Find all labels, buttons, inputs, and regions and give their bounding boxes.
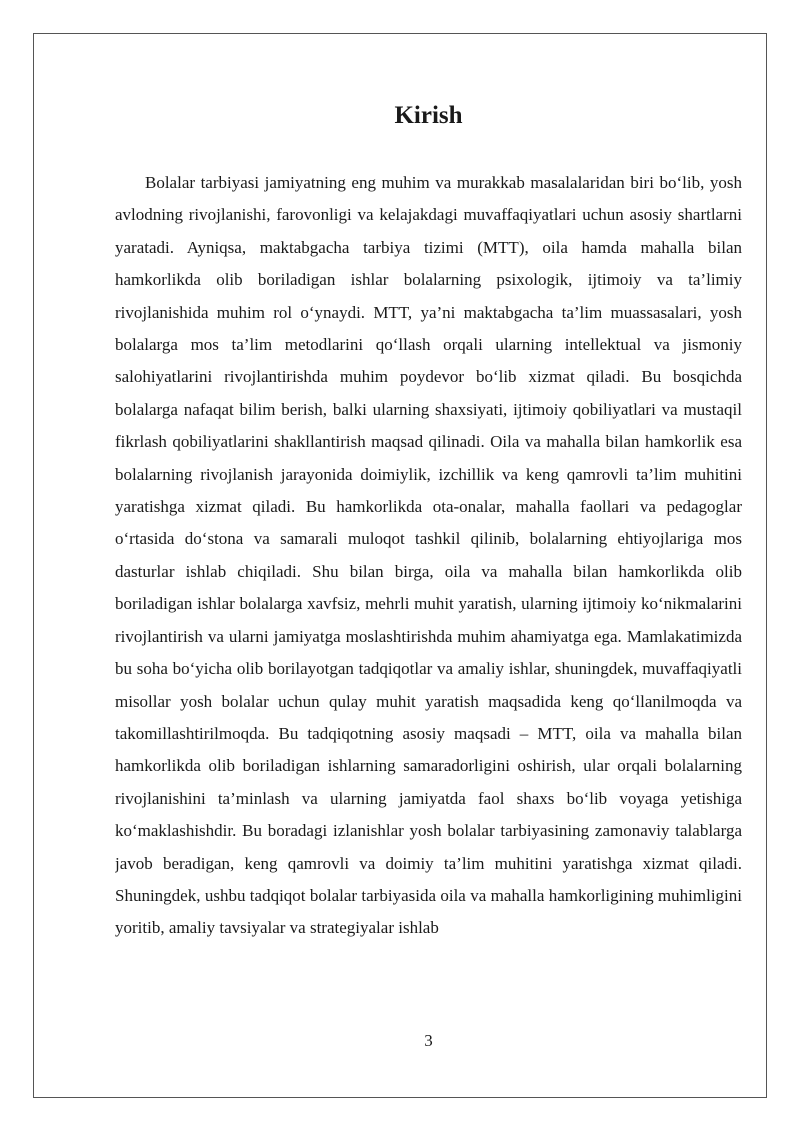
body-paragraph: Bolalar tarbiyasi jamiyatning eng muhim va murakkab masalalaridan biri bo‘lib, yosh avlodning rivojlanishi, farovonligi va kelajakdagi muvaffaqiyatlari uchun asosiy shartlarni yaratadi. Ayniqsa, maktabgacha tarbiya tizimi (MTT), oila hamda mahalla bilan hamkorlikda olib boriladigan ishlar bolalarning psixologik, ijtimoiy va ta’limiy rivojlanishida muhim rol o‘ynaydi. MTT, ya’ni maktabgacha ta’lim muassasalari, yosh bolalarga mos ta’lim metodlarini qo‘llash orqali ularning intellektual va jismoniy salohiyatlarini rivojlantirishda muhim poydevor bo‘lib xizmat qiladi. Bu bosqichda bolalarga nafaqat bilim berish, balki ularning shaxsiyati, ijtimoiy qobiliyatlari va mustaqil fikrlash qobiliyatlarini shakllantirish maqsad qilinadi. Oila va mahalla bilan hamkorlik esa bolalarning rivojlanish jarayonida doimiylik, izchillik va keng qamrovli ta’lim muhitini yaratishga xizmat qiladi. Bu hamkorlikda ota-onalar, mahalla faollari va pedagoglar o‘rtasida do‘stona va samarali muloqot tashkil qilinib, bolalarning ehtiyojlariga mos dasturlar ishlab chiqiladi. Shu bilan birga, oila va mahalla bilan hamkorlikda olib boriladigan ishlar bolalarga xavfsiz, mehrli muhit yaratish, ularning ijtimoiy ko‘nikmalarini rivojlantirish va ularni jamiyatga moslashtirishda muhim ahamiyatga ega. Mamlakatimizda bu soha bo‘yicha olib borilayotgan tadqiqotlar va amaliy ishlar, shuningdek, muvaffaqiyatli misollar yosh bolalar uchun qulay muhit yaratish maqsadida keng qo‘llanilmoqda va takomillashtirilmoqda. Bu tadqiqotning asosiy maqsadi – MTT, oila va mahalla bilan hamkorlikda olib boriladigan ishlarning samaradorligini oshirish, ular orqali bolalarning rivojlanishini ta’minlash va ularning jamiyatda faol shaxs bo‘lib voyaga yetishiga ko‘maklashishdir. Bu boradagi izlanishlar yosh bolalar tarbiyasining zamonaviy talablarga javob beradigan, keng qamrovli va doimiy ta’lim muhitini yaratishga xizmat qiladi. Shuningdek, ushbu tadqiqot bolalar tarbiyasida oila va mahalla hamkorligining muhimligini yoritib, amaliy tavsiyalar va strategiyalar ishlab [115,173,742,938]
page-title: Kirish [394,102,463,129]
page-number: 3 [424,1031,433,1050]
